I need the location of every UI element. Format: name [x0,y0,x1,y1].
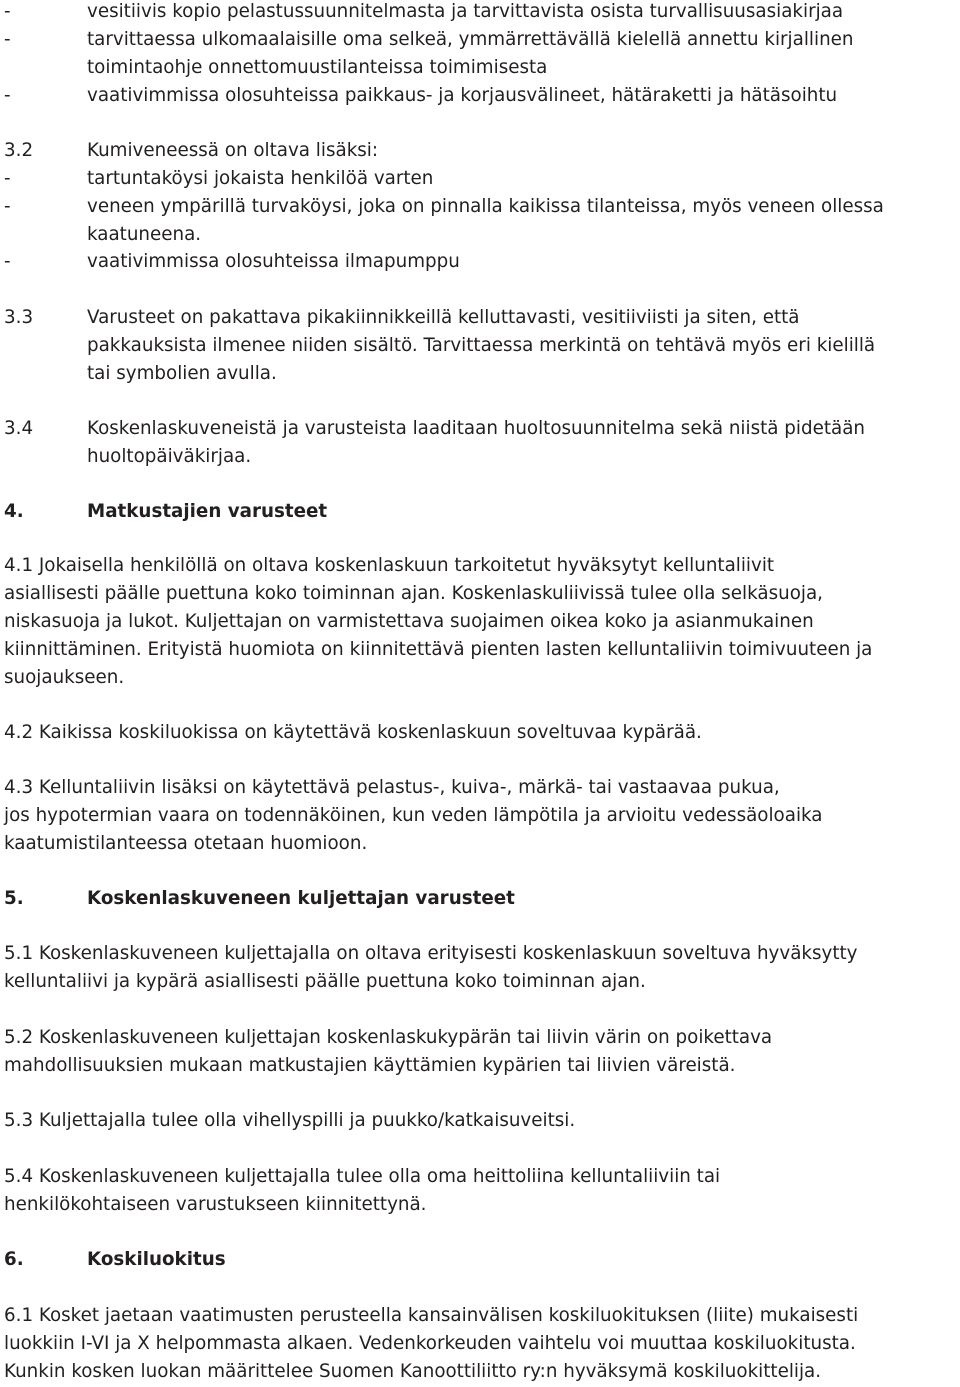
paragraph-5-2 [0,1024,960,1052]
paragraph-text: huoltopäiväkirjaa. [87,446,252,467]
paragraph-text: 4.1 Jokaisella henkilöllä on oltava koskenlaskuun tarkoitetut hyväksytyt kelluntaliivit [4,555,775,576]
paragraph-text: henkilökohtaiseen varustukseen kiinnitettynä. [4,1194,427,1215]
paragraph-text: 4.2 Kaikissa koskiluokissa on käytettävä koskenlaskuun soveltuvaa kypärää. [4,722,702,743]
list-dash: - [4,85,11,106]
paragraph-5-1-line [0,968,960,996]
paragraph-3-3 [0,304,960,332]
paragraph-text: pakkauksista ilmenee niiden sisältö. Tarvittaessa merkintä on tehtävä myös eri kielillä [87,335,876,356]
paragraph-6-1-line [0,1330,960,1358]
heading-text: Matkustajien varusteet [87,501,328,522]
paragraph-number: 3.4 [4,418,34,439]
paragraph-text: Koskenlaskuveneistä ja varusteista laaditaan huoltosuunnitelma sekä niistä pidetään [87,418,865,439]
paragraph-text: kelluntaliivi ja kypärä asiallisesti päälle puettuna koko toiminnan ajan. [4,971,646,992]
list-item [0,82,960,110]
paragraph-text: 4.3 Kelluntaliivin lisäksi on käytettävä pelastus-, kuiva-, märkä- tai vastaavaa pukua, [4,777,780,798]
list-item-continuation [0,221,960,249]
paragraph-4-1-line [0,636,960,664]
paragraph-3-4-line [0,443,960,471]
list-item-text: vesitiivis kopio pelastussuunnitelmasta ja tarvittavista osista turvallisuusasiakirjaa [87,1,844,22]
paragraph-text: 5.1 Koskenlaskuveneen kuljettajalla on oltava erityisesti koskenlaskuun soveltuva hyväksytty [4,943,858,964]
paragraph-6-1-line [0,1358,960,1386]
list-dash: - [4,196,11,217]
list-dash: - [4,1,11,22]
paragraph-5-1 [0,940,960,968]
paragraph-text: suojaukseen. [4,667,125,688]
paragraph-4-3 [0,774,960,802]
paragraph-text: asiallisesti päälle puettuna koko toiminnan ajan. Koskenlaskuliivissä tulee olla selkäsuoja, [4,583,823,604]
list-item-text: vaativimmissa olosuhteissa paikkaus- ja korjausvälineet, hätäraketti ja hätäsoihtu [87,85,838,106]
paragraph-text: 6.1 Kosket jaetaan vaatimusten perusteella kansainvälisen koskiluokituksen (liite) mukaisesti [4,1305,859,1326]
paragraph-3-3-line [0,332,960,360]
paragraph-4-1-line [0,580,960,608]
paragraph-4-3-line [0,802,960,830]
paragraph-4-1-line [0,664,960,692]
paragraph-text: luokkiin I-VI ja X helpommasta alkaen. Vedenkorkeuden vaihtelu voi muuttaa koskiluokitusta. [4,1333,856,1354]
heading-number: 5. [4,888,24,909]
paragraph-text: 5.2 Koskenlaskuveneen kuljettajan koskenlaskukypärän tai liivin värin on poikettava [4,1027,773,1048]
paragraph-3-3-line [0,360,960,388]
list-item-text: tartuntaköysi jokaista henkilöä varten [87,168,434,189]
section-heading-5 [0,885,960,913]
list-item-text: tarvittaessa ulkomaalaisille oma selkeä, ymmärrettävällä kielellä annettu kirjallinen [87,29,854,50]
paragraph-text: kiinnittäminen. Erityistä huomiota on kiinnitettävä pienten lasten kelluntaliivin toimivuuteen ja [4,639,873,660]
list-dash: - [4,168,11,189]
paragraph-text: Varusteet on pakattava pikakiinnikkeillä kelluttavasti, vesitiiviisti ja siten, että [87,307,800,328]
paragraph-3-2 [0,137,960,165]
heading-text: Koskenlaskuveneen kuljettajan varusteet [87,888,515,909]
paragraph-4-3-line [0,830,960,858]
heading-number: 6. [4,1249,24,1270]
paragraph-text: 5.4 Koskenlaskuveneen kuljettajalla tulee olla oma heittoliina kelluntaliiviin tai [4,1166,721,1187]
paragraph-4-1-line [0,608,960,636]
heading-number: 4. [4,501,24,522]
paragraph-5-3 [0,1107,960,1135]
list-item-text: kaatuneena. [87,224,202,245]
paragraph-3-4 [0,415,960,443]
section-heading-6 [0,1246,960,1274]
paragraph-text: 5.3 Kuljettajalla tulee olla vihellyspilli ja puukko/katkaisuveitsi. [4,1110,576,1131]
paragraph-6-1 [0,1302,960,1330]
paragraph-number: 3.3 [4,307,34,328]
paragraph-text: Kunkin kosken luokan määrittelee Suomen Kanoottiliitto ry:n hyväksymä koskiluokittelija. [4,1361,822,1382]
paragraph-number: 3.2 [4,140,34,161]
paragraph-text: mahdollisuuksien mukaan matkustajien käyttämien kypärien tai liivien väreistä. [4,1055,736,1076]
paragraph-text: Kumiveneessä on oltava lisäksi: [87,140,379,161]
list-item-text: toimintaohje onnettomuustilanteissa toimimisesta [87,57,548,78]
list-item [0,193,960,221]
list-item-continuation [0,54,960,82]
section-heading-4 [0,498,960,526]
paragraph-text: jos hypotermian vaara on todennäköinen, kun veden lämpötila ja arvioitu vedessäoloaika [4,805,823,826]
paragraph-4-1 [0,552,960,580]
paragraph-text: tai symbolien avulla. [87,363,277,384]
list-dash: - [4,251,11,272]
list-item-text: vaativimmissa olosuhteissa ilmapumppu [87,251,460,272]
paragraph-5-4-line [0,1191,960,1219]
list-item-text: veneen ympärillä turvaköysi, joka on pinnalla kaikissa tilanteissa, myös veneen ollessa [87,196,884,217]
list-item [0,26,960,54]
paragraph-4-2 [0,719,960,747]
paragraph-text: kaatumistilanteessa otetaan huomioon. [4,833,368,854]
list-dash: - [4,29,11,50]
list-item [0,248,960,276]
paragraph-5-2-line [0,1052,960,1080]
paragraph-text: niskasuoja ja lukot. Kuljettajan on varmistettava suojaimen oikea koko ja asianmukainen [4,611,814,632]
heading-text: Koskiluokitus [87,1249,226,1270]
list-item [0,0,960,26]
list-item [0,165,960,193]
paragraph-5-4 [0,1163,960,1191]
